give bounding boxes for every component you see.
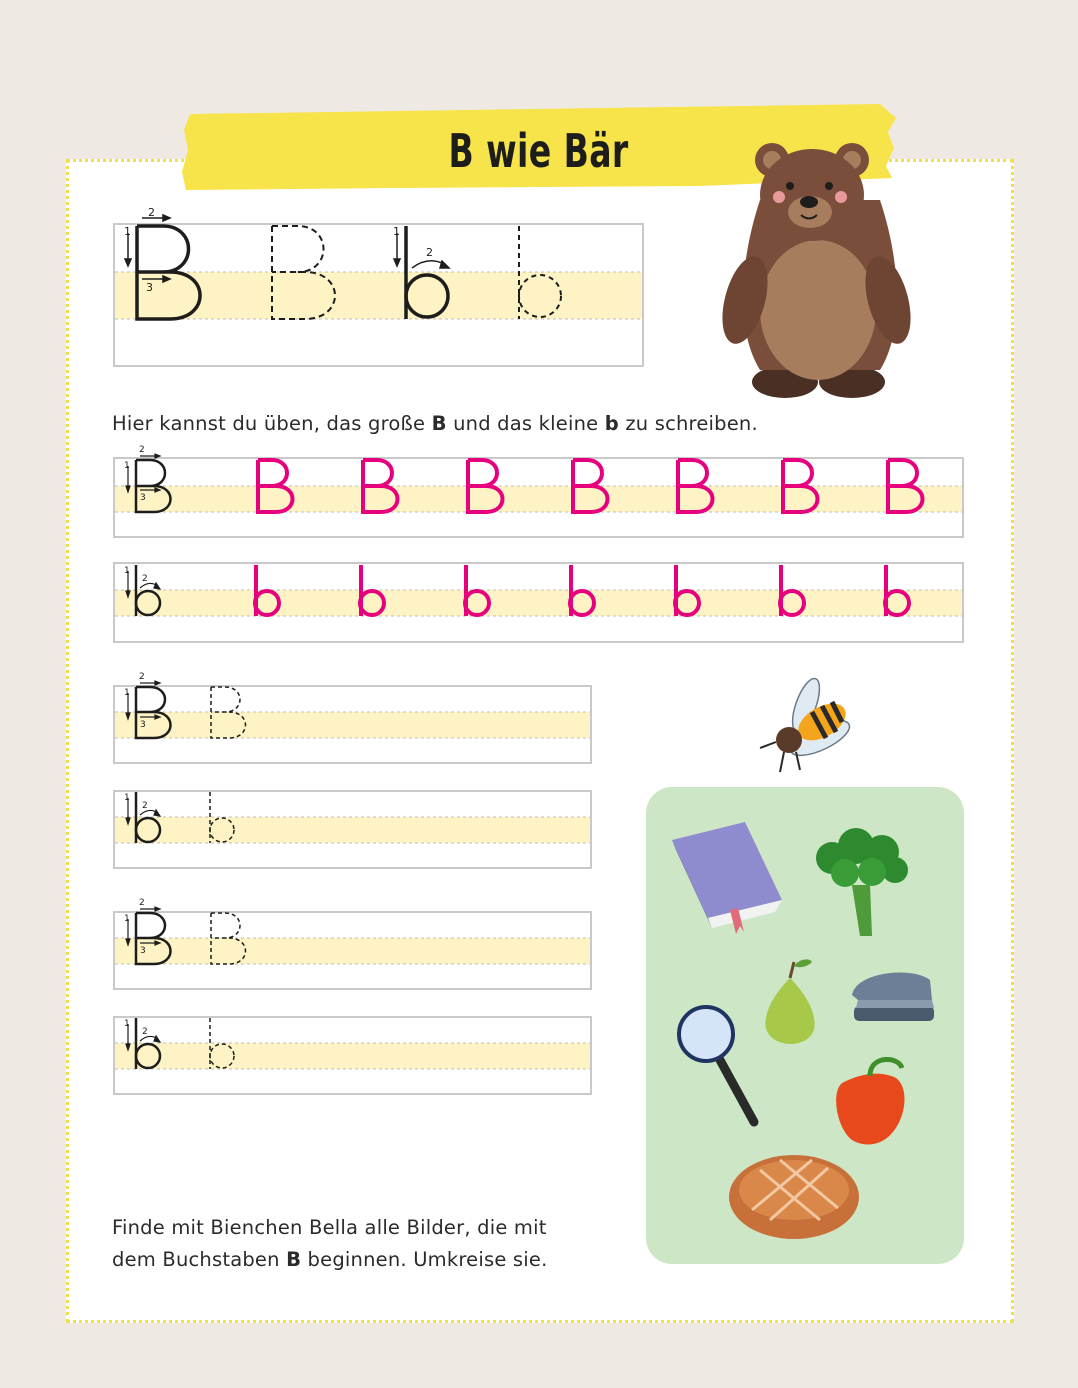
svg-text:3: 3	[140, 493, 146, 503]
short-row-lower-2	[114, 1017, 591, 1094]
svg-text:1: 1	[124, 793, 130, 803]
svg-text:2: 2	[142, 801, 148, 811]
svg-text:1: 1	[124, 914, 130, 924]
svg-text:2: 2	[139, 445, 145, 455]
stroke-number: 1	[124, 225, 131, 238]
short-row-upper-2	[114, 912, 591, 989]
svg-text:1: 1	[124, 688, 130, 698]
svg-text:1: 1	[124, 566, 130, 576]
svg-text:1: 1	[124, 461, 130, 471]
bee-illustration	[760, 675, 854, 772]
svg-text:2: 2	[139, 898, 145, 908]
practice-row-lower	[114, 563, 963, 642]
stroke-number: 2	[148, 206, 155, 219]
svg-text:2: 2	[142, 574, 148, 584]
svg-text:3: 3	[140, 946, 146, 956]
svg-text:3: 3	[140, 720, 146, 730]
demo-letter-box	[114, 206, 643, 366]
svg-text:2: 2	[139, 672, 145, 682]
find-instruction: Finde mit Bienchen Bella alle Bilder, die mit dem Buchstaben B beginnen. Umkreise sie.	[112, 1216, 548, 1271]
page-title: B wie Bär	[448, 124, 630, 178]
stroke-number: 2	[426, 246, 433, 259]
stroke-number: 3	[146, 281, 153, 294]
svg-text:1: 1	[124, 1019, 130, 1029]
practice-row-upper	[114, 458, 963, 537]
bread-illustration	[729, 1155, 859, 1239]
practice-instruction: Hier kannst du üben, das große B und das kleine b zu schreiben.	[112, 412, 758, 435]
svg-text:2: 2	[142, 1027, 148, 1037]
stroke-number: 1	[393, 225, 400, 238]
short-row-lower-1	[114, 791, 591, 868]
short-row-upper-1	[114, 686, 591, 763]
